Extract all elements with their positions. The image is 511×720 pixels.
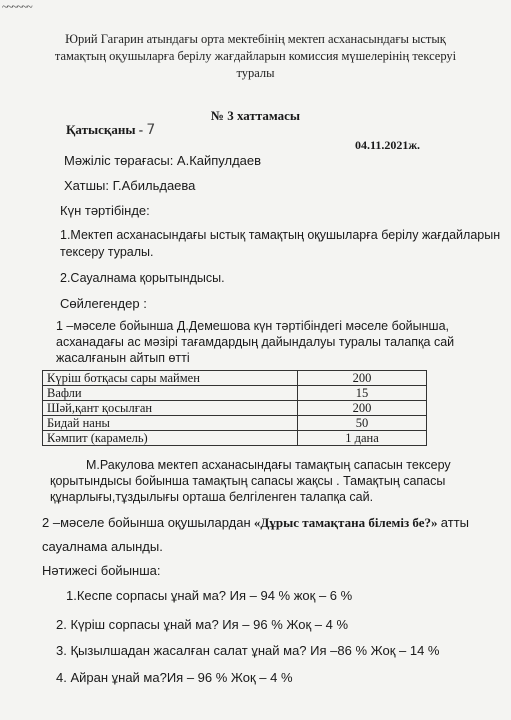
issue-1-line-2: асханадағы ас мәзірі тағамдардың дайындалуы туралы талапқа сай [56,335,455,349]
protocol-date: 04.11.2021ж. [355,138,421,152]
protocol-title: № 3 хаттамасы [210,108,301,123]
agenda-item-1-line-2: тексеру туралы. [60,245,154,259]
issue-2-suffix: атты [440,515,469,530]
food-item-value: 200 [298,401,427,416]
food-item-name: Вафли [43,386,298,401]
food-item-name: Күріш ботқасы сары маймен [43,371,298,386]
rakulova-line-2: қорытындысы бойынша тамақтың сапасы жақсы . Тамақтың сапасы [50,474,446,488]
survey-title: «Дұрыс тамақтана білеміз бе?» [253,515,438,530]
food-item-name: Кәмпит (карамель) [43,431,298,446]
food-item-name: Бидай наны [43,416,298,431]
result-item-2: 2. Күріш сорпасы ұнай ма? Ия – 96 % Жоқ – 4 % [56,617,349,632]
food-menu-table [42,370,427,446]
chair: Мәжіліс төрағасы: А.Кайпулдаев [64,153,262,168]
participants [66,122,155,138]
header-line-3: туралы [236,66,275,80]
agenda-heading: Күн тәртібінде: [60,203,150,218]
agenda-item-1-line-1: 1.Мектеп асханасындағы ыстық тамақтың оқушыларға берілу жағдайларын [60,228,501,242]
table-row [43,401,427,416]
food-item-value: 1 дана [298,431,427,446]
header-line-1: Юрий Гагарин атындағы орта мектебінің мектеп асханасындағы ыстық [65,32,446,46]
secretary: Хатшы: Г.Абильдаева [64,178,196,193]
corner-mark: ~~~~~~ [2,1,32,13]
rakulova-line-3: құнарлығы,тұздылығы орташа белгіленген талапқа сай. [50,490,374,504]
food-item-name: Шәй,қант қосылған [43,401,298,416]
header-line-2: тамақтың оқушыларға берілу жағдайларын комиссия мүшелерінің тексеруі [54,49,457,63]
participants-count: 7 [146,122,156,138]
rakulova-line-1: М.Ракулова мектеп асханасындағы тамақтың сапасын тексеру [86,458,451,472]
table-row [43,371,427,386]
issue-2-line-1 [42,515,469,531]
table-row [43,386,427,401]
food-item-value: 50 [298,416,427,431]
result-item-4: 4. Айран ұнай ма?Ия – 96 % Жоқ – 4 % [56,670,293,685]
food-item-value: 200 [298,371,427,386]
result-item-1: 1.Кеспе сорпасы ұнай ма? Ия – 94 % жоқ – 6 % [66,588,353,603]
table-row [43,431,427,446]
results-heading: Нәтижесі бойынша: [42,563,161,578]
issue-2-prefix: 2 –мәселе бойынша оқушылардан [42,515,251,530]
table-row [43,416,427,431]
result-item-3: 3. Қызылшадан жасалған салат ұнай ма? Ия –86 % Жоқ – 14 % [56,643,440,658]
issue-1-line-3: жасалғанын айтып өтті [56,351,190,365]
agenda-item-2: 2.Сауалнама қорытындысы. [60,271,225,285]
speakers-heading: Сөйлегендер : [60,296,147,311]
food-item-value: 15 [298,386,427,401]
participants-label: Қатысқаны - [66,122,144,137]
issue-1-line-1: 1 –мәселе бойынша Д.Демешова күн тәртібіндегі мәселе бойынша, [56,319,449,333]
issue-2-line-2: сауалнама алынды. [42,539,163,554]
